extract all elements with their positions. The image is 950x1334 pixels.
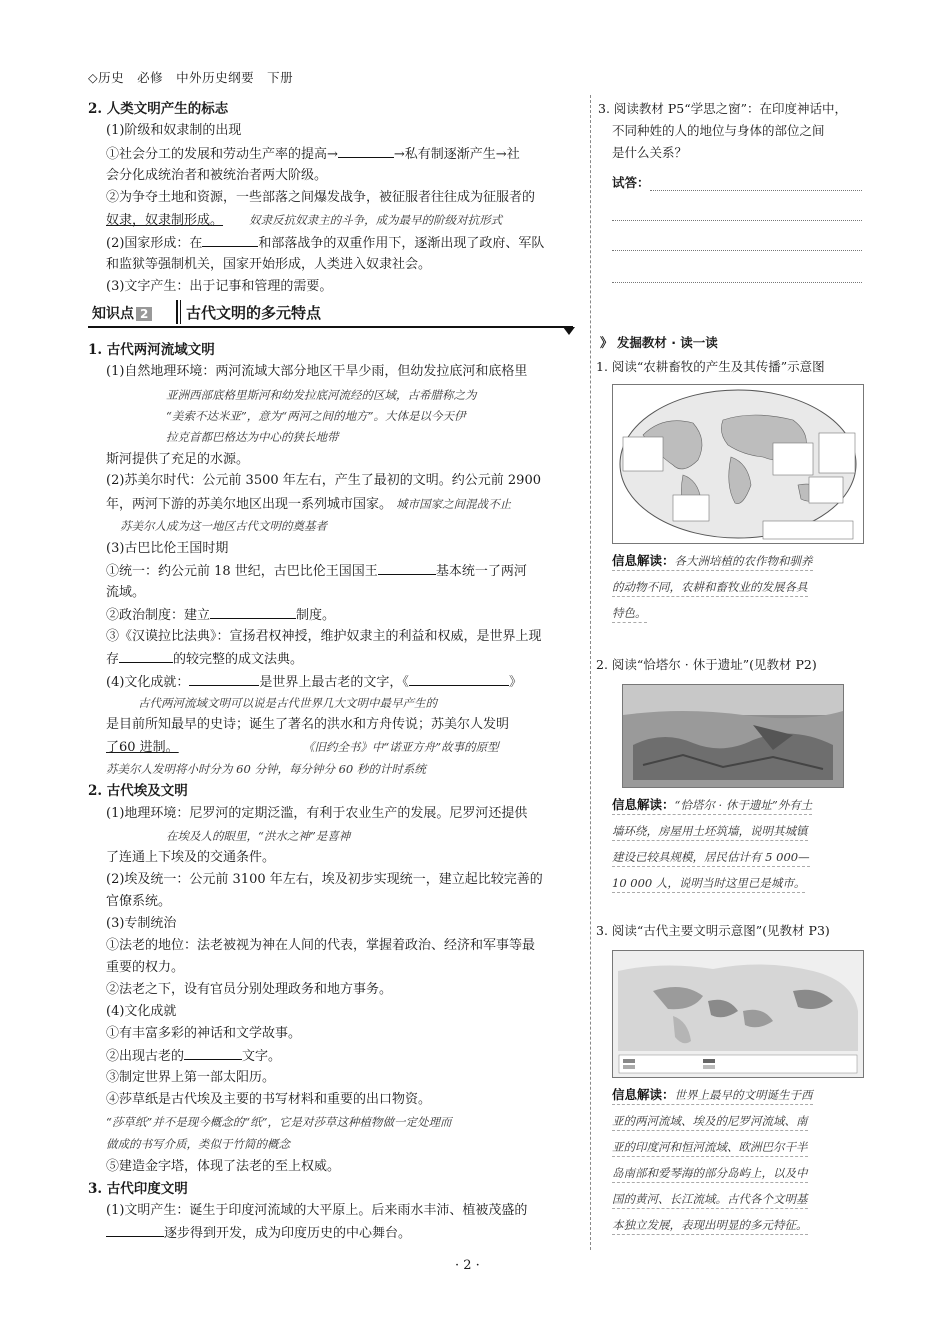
section-title: 1. 古代两河流域文明 bbox=[88, 342, 215, 358]
knowledge-point-banner bbox=[88, 300, 573, 328]
text-line: ⑤建造金字塔，体现了法老的至上权威。 bbox=[106, 1159, 341, 1174]
text-line bbox=[106, 1224, 411, 1243]
text-line bbox=[106, 1047, 281, 1066]
text-line bbox=[106, 495, 511, 514]
handwritten-note: 古代两河流域文明可以说是古代世界几大文明中最早产生的 bbox=[138, 696, 437, 710]
text-line: ③《汉谟拉比法典》：宣扬君权神授，维护奴隶主的利益和权威，是世界上现 bbox=[106, 629, 542, 644]
info-reading-line: 本独立发展，表现出明显的多元特征。 bbox=[612, 1216, 808, 1235]
text-line: 是目前所知最早的史诗；诞生了著名的洪水和方舟传说；苏美尔人发明 bbox=[106, 717, 510, 732]
reading-title: 2. 阅读“恰塔尔 · 休于遗址”(见教材 P2) bbox=[596, 657, 817, 672]
info-text: “恰塔尔 · 休于遗址”外有土 bbox=[674, 798, 813, 812]
knowledge-point-text: 知识点 bbox=[92, 306, 134, 322]
handwritten-note: 城市国家之间混战不止 bbox=[396, 497, 512, 511]
knowledge-point-number: 2 bbox=[136, 307, 152, 321]
text-line bbox=[106, 650, 303, 669]
handwritten-note: 在埃及人的眼里，“洪水之神”是喜神 bbox=[166, 829, 351, 843]
text-line: (2)埃及统一：公元前 3100 年左右，埃及初步实现统一，建立起比较完善的 bbox=[106, 872, 543, 887]
info-text: 各大洲培植的农作物和驯养 bbox=[674, 554, 813, 568]
text-line-part: 了60 进制。 bbox=[106, 740, 179, 755]
info-label: 信息解读： bbox=[612, 553, 675, 568]
fill-blank[interactable] bbox=[184, 1047, 242, 1060]
handwritten-note: 《旧约全书》中“诺亚方舟”故事的原型 bbox=[302, 740, 499, 754]
section-title: 2. 古代埃及文明 bbox=[88, 783, 188, 799]
text-line bbox=[106, 145, 520, 164]
text-line-part: →私有制逐渐产生→社 bbox=[393, 147, 520, 162]
civilization-map-figure bbox=[612, 950, 864, 1078]
text-line: (3)古巴比伦王国时期 bbox=[106, 541, 229, 556]
text-line-part: 和部落战争的双重作用下，逐渐出现了政府、军队 bbox=[258, 236, 545, 251]
reading-title: 3. 阅读“古代主要文明示意图”(见教材 P3) bbox=[596, 923, 830, 938]
world-map-icon bbox=[613, 385, 863, 543]
text-line-part: 制度。 bbox=[296, 608, 336, 623]
question-line: 不同种姓的人的地位与身体的部位之间 bbox=[612, 123, 825, 138]
text-line: ②法老之下，设有官员分别处理政务和地方事务。 bbox=[106, 982, 393, 997]
handwritten-note: 拉克首都巴格达为中心的狭长地带 bbox=[166, 430, 339, 444]
knowledge-point-label bbox=[92, 303, 152, 323]
question-line: 3. 阅读教材 P5“学思之窗”：在印度神话中， bbox=[598, 101, 848, 116]
handwritten-note: 亚洲西部底格里斯河和幼发拉底河流经的区域，古希腊称之为 bbox=[166, 388, 477, 402]
read-section-title: 》 发掘教材 · 读一读 bbox=[600, 335, 718, 350]
text-line-part: 奴隶，奴隶制形成。 bbox=[106, 213, 224, 228]
text-line-part: ②政治制度：建立 bbox=[106, 608, 211, 623]
text-line: (1)自然地理环境：两河流域大部分地区干旱少雨，但幼发拉底河和底格里 bbox=[106, 364, 528, 379]
text-line: 斯河提供了充足的水源。 bbox=[106, 452, 250, 467]
text-line: (1)文明产生：诞生于印度河流域的大平原上。后来雨水丰沛、植被茂盛的 bbox=[106, 1203, 528, 1218]
answer-line[interactable] bbox=[612, 220, 862, 221]
text-line: (3)文字产生：出于记事和管理的需要。 bbox=[106, 279, 333, 294]
text-line: (1)地理环境：尼罗河的定期泛滥，有利于农业生产的发展。尼罗河还提供 bbox=[106, 806, 528, 821]
info-reading-line bbox=[612, 796, 812, 815]
world-map-figure bbox=[612, 384, 864, 544]
handwritten-note: “莎草纸”并不是现今概念的“纸”，它是对莎草这种植物做一定处理而 bbox=[106, 1115, 452, 1129]
info-reading-line: 的动物不同，农耕和畜牧业的发展各具 bbox=[612, 578, 808, 597]
text-line bbox=[106, 738, 499, 757]
civilization-map-icon bbox=[613, 951, 863, 1077]
fill-blank[interactable] bbox=[106, 1224, 164, 1237]
text-line: 流域。 bbox=[106, 585, 146, 600]
info-reading-line: 特色。 bbox=[612, 604, 647, 623]
text-line-part: 》 bbox=[508, 675, 522, 690]
info-reading-line: 墙环绕，房屋用土坯筑墙，说明其城镇 bbox=[612, 822, 808, 841]
text-line-part: 的较完整的成文法典。 bbox=[173, 652, 304, 667]
text-line bbox=[106, 606, 335, 625]
info-reading-line: 亚的印度河和恒河流域、欧洲巴尔干半 bbox=[612, 1138, 808, 1157]
fill-blank[interactable] bbox=[338, 145, 394, 158]
info-label: 信息解读： bbox=[612, 1087, 675, 1102]
text-line-part: 逐步得到开发，成为印度历史的中心舞台。 bbox=[164, 1226, 412, 1241]
text-line bbox=[106, 673, 522, 692]
text-line: ②为争夺土地和资源，一些部落之间爆发战争，被征服者往往成为征服者的 bbox=[106, 190, 536, 205]
info-reading-line bbox=[612, 1086, 813, 1105]
section-title: 3. 古代印度文明 bbox=[88, 1181, 188, 1197]
fill-blank[interactable] bbox=[378, 562, 436, 575]
text-line: 重要的权力。 bbox=[106, 960, 185, 975]
text-line-part: ①统一：约公元前 18 世纪，古巴比伦王国国王 bbox=[106, 564, 378, 579]
text-line-part: ①社会分工的发展和劳动生产率的提高→ bbox=[106, 147, 338, 162]
text-line-part: ②出现古老的 bbox=[106, 1049, 185, 1064]
text-line bbox=[106, 234, 544, 253]
fill-blank[interactable] bbox=[119, 650, 173, 663]
text-line-part: 基本统一了两河 bbox=[435, 564, 527, 579]
text-line-part: (4)文化成就： bbox=[106, 675, 190, 690]
info-reading-line: 岛南部和爱琴海的部分岛屿上，以及中 bbox=[612, 1164, 808, 1183]
section-title: 2. 人类文明产生的标志 bbox=[88, 101, 229, 117]
info-label: 信息解读： bbox=[612, 797, 675, 812]
handwritten-note: “美索不达米亚”，意为“两河之间的地方”。大体是以今天伊 bbox=[166, 409, 466, 423]
info-reading-line: 亚的两河流域、埃及的尼罗河流域、南 bbox=[612, 1112, 808, 1131]
text-line: ④莎草纸是古代埃及主要的书写材料和重要的出口物资。 bbox=[106, 1092, 432, 1107]
fill-blank[interactable] bbox=[202, 234, 258, 247]
answer-label: 试答： bbox=[612, 175, 650, 190]
column-divider bbox=[590, 95, 591, 1250]
handwritten-note: 奴隶反抗奴隶主的斗争，成为最早的阶级对抗形式 bbox=[249, 213, 503, 227]
text-line: (2)苏美尔时代：公元前 3500 年左右，产生了最初的文明。约公元前 2900 bbox=[106, 473, 541, 488]
handwritten-note: 苏美尔人成为这一地区古代文明的奠基者 bbox=[120, 519, 327, 533]
info-reading-line: 10 000 人，说明当时这里已是城市。 bbox=[612, 874, 805, 893]
text-line bbox=[106, 211, 502, 230]
text-line: ①有丰富多彩的神话和文学故事。 bbox=[106, 1026, 302, 1041]
answer-line[interactable] bbox=[612, 282, 862, 283]
text-line: 官僚系统。 bbox=[106, 894, 172, 909]
text-line-part: 文字。 bbox=[242, 1049, 282, 1064]
text-line: (3)专制统治 bbox=[106, 916, 177, 931]
reading-title: 1. 阅读“农耕畜牧的产生及其传播”示意图 bbox=[596, 359, 825, 374]
fill-blank[interactable] bbox=[189, 673, 259, 686]
info-reading-line bbox=[612, 552, 813, 571]
answer-line[interactable] bbox=[650, 190, 862, 191]
text-line: 和监狱等强制机关，国家开始形成，人类进入奴隶社会。 bbox=[106, 257, 432, 272]
text-line: (4)文化成就 bbox=[106, 1004, 177, 1019]
knowledge-point-title: 古代文明的多元特点 bbox=[186, 304, 322, 322]
text-line: 了连通上下埃及的交通条件。 bbox=[106, 850, 276, 865]
text-line: ①法老的地位：法老被视为神在人间的代表，掌握着政治、经济和军事等最 bbox=[106, 938, 536, 953]
text-line: (1)阶级和奴隶制的出现 bbox=[106, 123, 242, 138]
text-line-part: 是世界上最古老的文字，《 bbox=[259, 675, 409, 690]
info-reading-line: 国的黄河、长江流域。古代各个文明基 bbox=[612, 1190, 808, 1209]
text-line: 会分化成统治者和被统治者两大阶级。 bbox=[106, 168, 328, 183]
fill-blank[interactable] bbox=[210, 606, 296, 619]
info-text: 世界上最早的文明诞生于西 bbox=[674, 1088, 813, 1102]
site-photo-figure bbox=[622, 684, 844, 788]
ruins-photo-icon bbox=[623, 685, 843, 787]
triangle-marker-icon bbox=[563, 327, 575, 335]
text-line: ③制定世界上第一部太阳历。 bbox=[106, 1070, 276, 1085]
running-header: ◇历史 必修 中外历史纲要 下册 bbox=[88, 70, 294, 85]
fill-blank[interactable] bbox=[409, 673, 509, 686]
text-line bbox=[106, 562, 527, 581]
banner-separator bbox=[176, 300, 181, 324]
question-line: 是什么关系？ bbox=[612, 145, 688, 160]
text-line-part: (2)国家形成：在 bbox=[106, 236, 203, 251]
page-number: · 2 · bbox=[455, 1258, 480, 1273]
answer-line[interactable] bbox=[612, 250, 862, 251]
info-reading-line: 建设已较具规模，居民估计有 5 000— bbox=[612, 848, 810, 867]
handwritten-note: 苏美尔人发明将小时分为 60 分钟，每分钟分 60 秒的计时系统 bbox=[106, 762, 426, 776]
handwritten-note: 做成的书写介质，类似于竹简的概念 bbox=[106, 1137, 290, 1151]
text-line-part: 年，两河下游的苏美尔地区出现一系列城市国家。 bbox=[106, 497, 393, 512]
text-line-part: 存 bbox=[106, 652, 120, 667]
